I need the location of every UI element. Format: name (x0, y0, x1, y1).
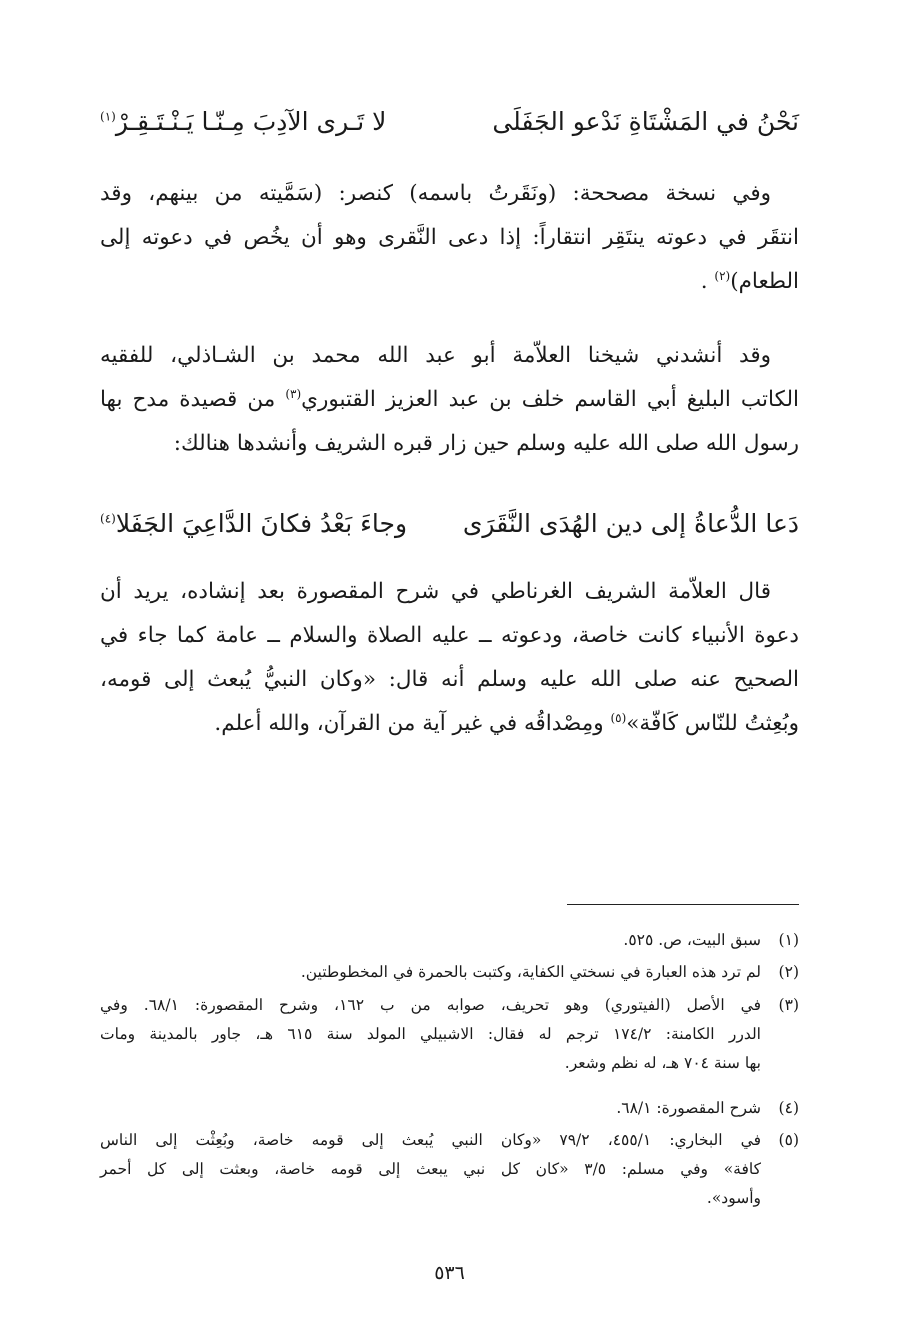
footnote-4-text (100, 1094, 761, 1123)
footnote-3-line-3: بها سنة ٧٠٤ هـ، له نظم وشعر. (564, 1054, 761, 1072)
footnote-2-number: (٢) (778, 963, 799, 981)
paragraph-2-line-2a: الكاتب البليغ أبي القاسم خلف بن عبد العزيز القتبوري (301, 387, 799, 412)
paragraph-2-line-3: رسول الله صلى الله عليه وسلم حين زار قبره الشريف وأنشدها هنالك: (173, 431, 799, 456)
verse-1-left-text: لا تَـرى الآدِبَ مِـنّـا يَـنْـتَـقِـرْ (115, 107, 387, 136)
paragraph-2-line-2b: من قصيدة مدح بها (100, 387, 276, 412)
footnote-3-line-1: في الأصل (الفيتوري) وهو تحريف، صوابه من ب ١٦٢، وشرح المقصورة: ٦٨/١. وفي (100, 996, 761, 1014)
paragraph-3-line-2: دعوة الأنبياء كانت خاصة، ودعوته ــ عليه الصلاة والسلام ــ عامة كما جاء في (100, 623, 799, 648)
paragraph-3-line-1: قال العلاّمة الشريف الغرناطي في شرح المقصورة بعد إنشاده، يريد أن (100, 579, 771, 604)
verse-1 (100, 102, 799, 142)
footnote-ref-5: (٥) (610, 710, 627, 725)
verse-2-left-text: وجاءَ بَعْدُ فكانَ الدَّاعِيَ الجَفَلا (115, 509, 408, 538)
footnote-ref-4: (٤) (100, 511, 116, 526)
footnote-3-number: (٣) (778, 996, 799, 1014)
paragraph-1-line-3: الطعام)$^{(٢)}$ . (700, 268, 799, 294)
footnote-5 (100, 1126, 799, 1213)
footnote-5-line-3: وأسود». (706, 1189, 761, 1207)
verse-2-left-hemistich (100, 504, 407, 544)
paragraph-2-line-2 (100, 378, 799, 422)
paragraph-2 (100, 334, 799, 466)
paragraph-3 (100, 570, 799, 746)
paragraph-3-line-4a: وبُعِثتُ للنّاس كَافّة» (626, 711, 799, 736)
paragraph-3-line-4 (100, 702, 799, 746)
footnote-3 (100, 991, 799, 1078)
footnote-ref-3: (٣) (285, 386, 302, 401)
footnote-3-line-2: الدرر الكامنة: ١٧٤/٢ ترجم له فقال: الاشبيلي المولد سنة ٦١٥ هـ، جاور بالمدينة ومات (100, 1025, 761, 1043)
footnote-1 (100, 926, 799, 955)
footnote-1-line-1: سبق البيت، ص. ٥٢٥. (623, 931, 761, 949)
footnote-1-text (100, 926, 761, 955)
footnote-5-line-1: في البخاري: ٤٥٥/١، ٧٩/٢ «وكان النبي يُبعث إلى قومه خاصة، وبُعِثْت إلى الناس (100, 1131, 761, 1149)
footnote-ref-1: (١) (100, 109, 116, 124)
paragraph-2-line-1: وقد أنشدني شيخنا العلاّمة أبو عبد الله محمد بن الشـاذلي، للفقيه (100, 343, 771, 368)
paragraph-1-line-3-text: الطعام) (730, 269, 799, 294)
footnote-5-line-2: كافة» وفي مسلم: ٣/٥ «كان كل نبي يبعث إلى قومه خاصة، وبعثت إلى كل أحمر (100, 1160, 761, 1178)
footnote-3-text (100, 991, 761, 1078)
footnote-ref-2: (٢) (714, 268, 731, 283)
verse-1-right-hemistich: نَحْنُ في المَشْتَاةِ نَدْعو الجَفَلَى (492, 107, 799, 136)
paragraph-1-line-2: انتقَر في دعوته ينتَقِر انتقاراً: إذا دعى النَّقرى وهو أن يخُص في دعوته إلى (100, 225, 799, 250)
footnote-4-line-1: شرح المقصورة: ٦٨/١. (616, 1099, 761, 1117)
footnote-5-text (100, 1126, 761, 1213)
footnote-4-number: (٤) (778, 1099, 799, 1117)
verse-2-right-hemistich: دَعا الدُّعاةُ إلى دين الهُدَى النَّقَرَى (462, 509, 799, 538)
footnote-1-number: (١) (778, 931, 799, 949)
verse-2 (100, 504, 799, 544)
footnote-2-text (100, 958, 761, 987)
footnote-4 (100, 1094, 799, 1123)
verse-1-left-hemistich (100, 102, 386, 142)
paragraph-1-line-1: وفي نسخة مصححة: (ونَقَرتُ باسمه) كنصر: (سَمَّيته من بينهم، وقد (100, 181, 771, 206)
paragraph-1 (100, 172, 799, 304)
paragraph-3-line-3: الصحيح عنه صلى الله عليه وسلم أنه قال: «وكان النبيُّ يُبعث إلى قومه، (100, 667, 799, 692)
footnote-separator (567, 904, 799, 905)
footnote-2 (100, 958, 799, 987)
footnote-2-line-1: لم ترد هذه العبارة في نسختي الكفاية، وكتبت بالحمرة في المخطوطتين. (300, 963, 761, 981)
page-number: ٥٣٦ (434, 1262, 465, 1284)
paragraph-3-line-4b: ومِصْداقُه في غير آية من القرآن، والله أعلم. (214, 711, 604, 736)
footnote-5-number: (٥) (778, 1131, 799, 1149)
